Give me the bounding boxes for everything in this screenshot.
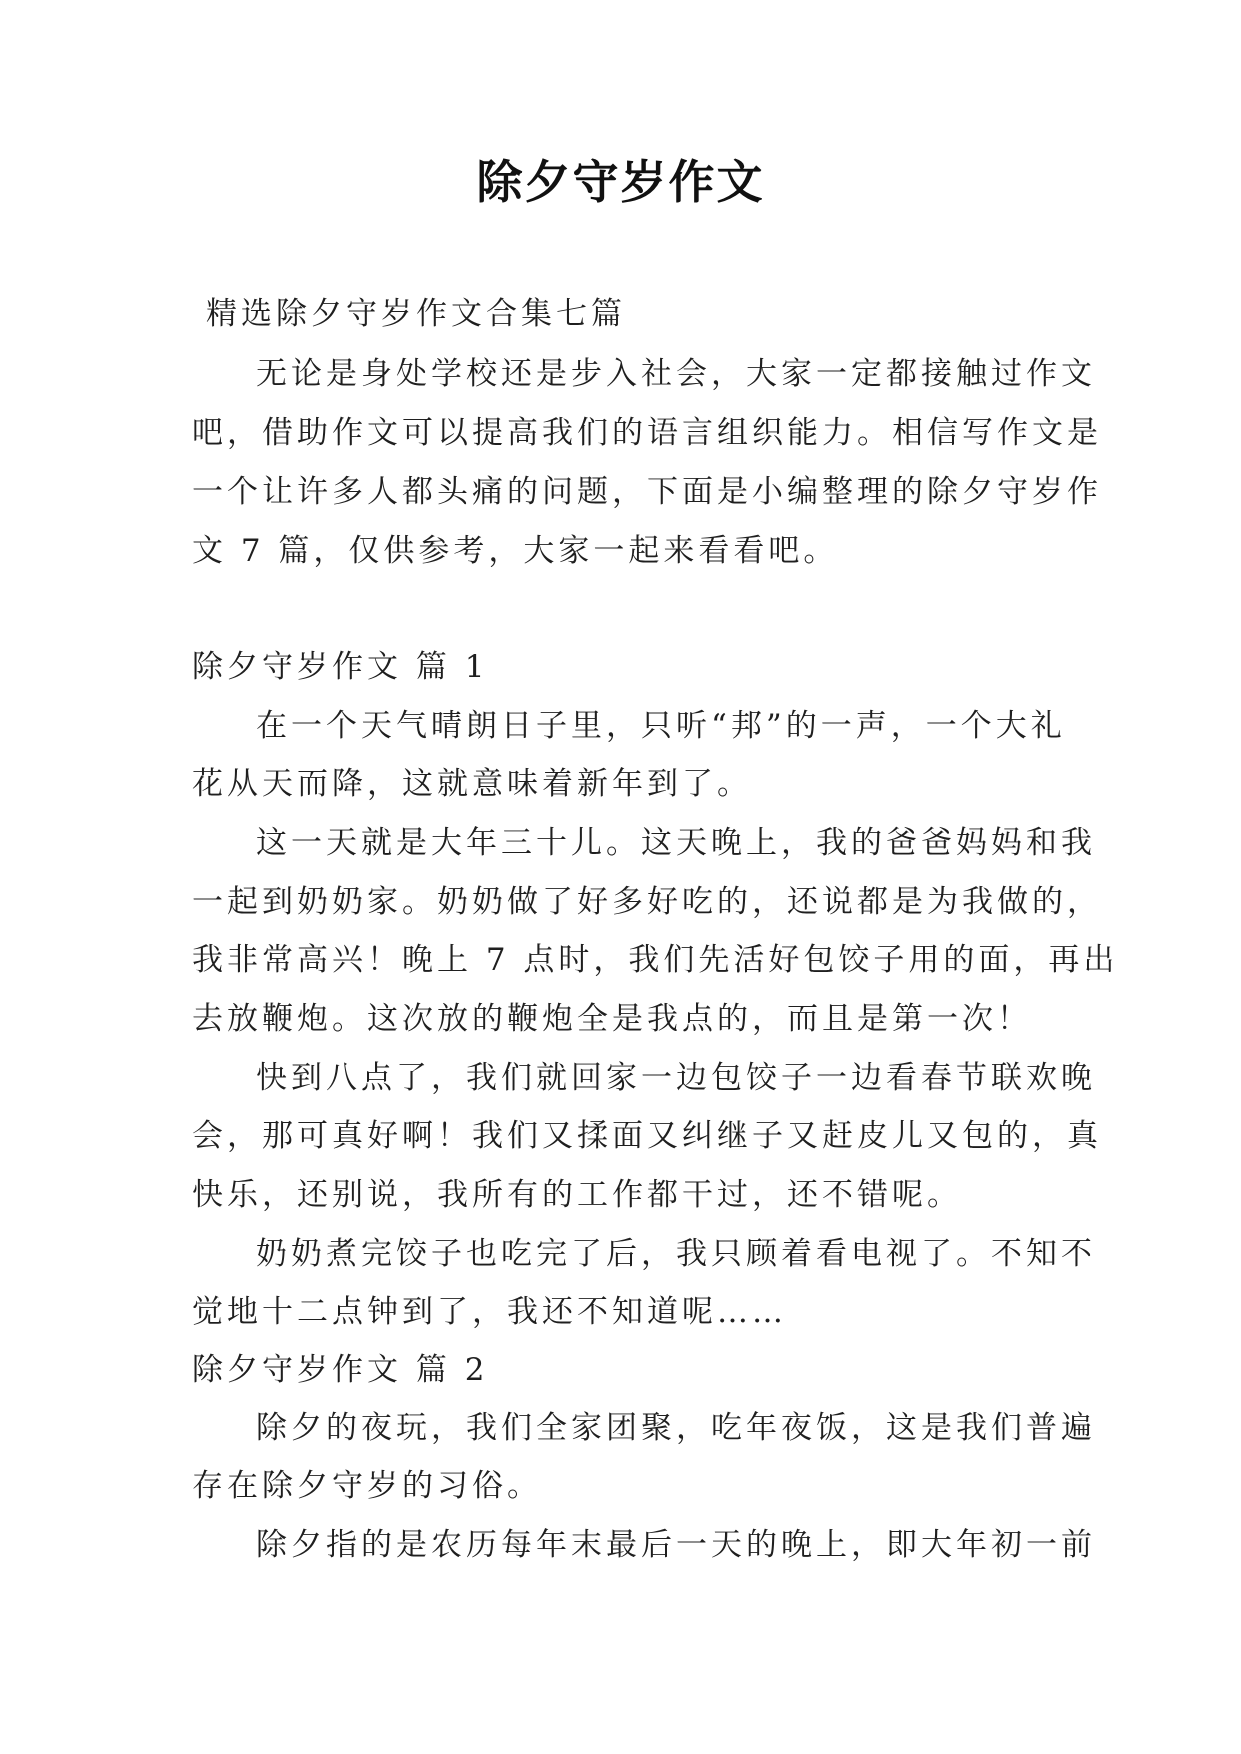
paragraph-line: 奶奶煮完饺子也吃完了后，我只顾着看电视了。不知不 bbox=[256, 1236, 1096, 1272]
section-heading-2: 除夕守岁作文 篇 2 bbox=[192, 1352, 489, 1388]
paragraph-line: 快到八点了，我们就回家一边包饺子一边看春节联欢晚 bbox=[256, 1060, 1096, 1096]
paragraph-line: 文 7 篇，仅供参考，大家一起来看看吧。 bbox=[192, 533, 839, 569]
document-title: 除夕守岁作文 bbox=[476, 155, 765, 209]
section-heading-1: 除夕守岁作文 篇 1 bbox=[192, 649, 489, 685]
paragraph-line: 花从天而降，这就意味着新年到了。 bbox=[192, 766, 752, 802]
paragraph-line: 这一天就是大年三十儿。这天晚上，我的爸爸妈妈和我 bbox=[256, 825, 1096, 861]
paragraph-line: 存在除夕守岁的习俗。 bbox=[192, 1468, 542, 1504]
paragraph-line: 除夕的夜玩，我们全家团聚，吃年夜饭，这是我们普遍 bbox=[256, 1410, 1096, 1446]
collection-subtitle: 精选除夕守岁作文合集七篇 bbox=[206, 296, 626, 332]
paragraph-line: 在一个天气晴朗日子里，只听“邦”的一声，一个大礼 bbox=[256, 708, 1066, 744]
paragraph-line: 觉地十二点钟到了，我还不知道呢…… bbox=[192, 1294, 787, 1330]
paragraph-line: 一起到奶奶家。奶奶做了好多好吃的，还说都是为我做的， bbox=[192, 884, 1102, 920]
paragraph-line: 会，那可真好啊！我们又揉面又纠继子又赶皮儿又包的，真 bbox=[192, 1118, 1102, 1154]
paragraph-line: 快乐，还别说，我所有的工作都干过，还不错呢。 bbox=[192, 1177, 962, 1213]
paragraph-line: 无论是身处学校还是步入社会，大家一定都接触过作文 bbox=[256, 356, 1096, 392]
paragraph-line: 除夕指的是农历每年末最后一天的晚上，即大年初一前 bbox=[256, 1527, 1096, 1563]
paragraph-line: 一个让许多人都头痛的问题，下面是小编整理的除夕守岁作 bbox=[192, 474, 1102, 510]
paragraph-line: 吧，借助作文可以提高我们的语言组织能力。相信写作文是 bbox=[192, 415, 1102, 451]
paragraph-line: 去放鞭炮。这次放的鞭炮全是我点的，而且是第一次！ bbox=[192, 1001, 1032, 1037]
paragraph-line: 我非常高兴！晚上 7 点时，我们先活好包饺子用的面，再出 bbox=[192, 942, 1119, 978]
